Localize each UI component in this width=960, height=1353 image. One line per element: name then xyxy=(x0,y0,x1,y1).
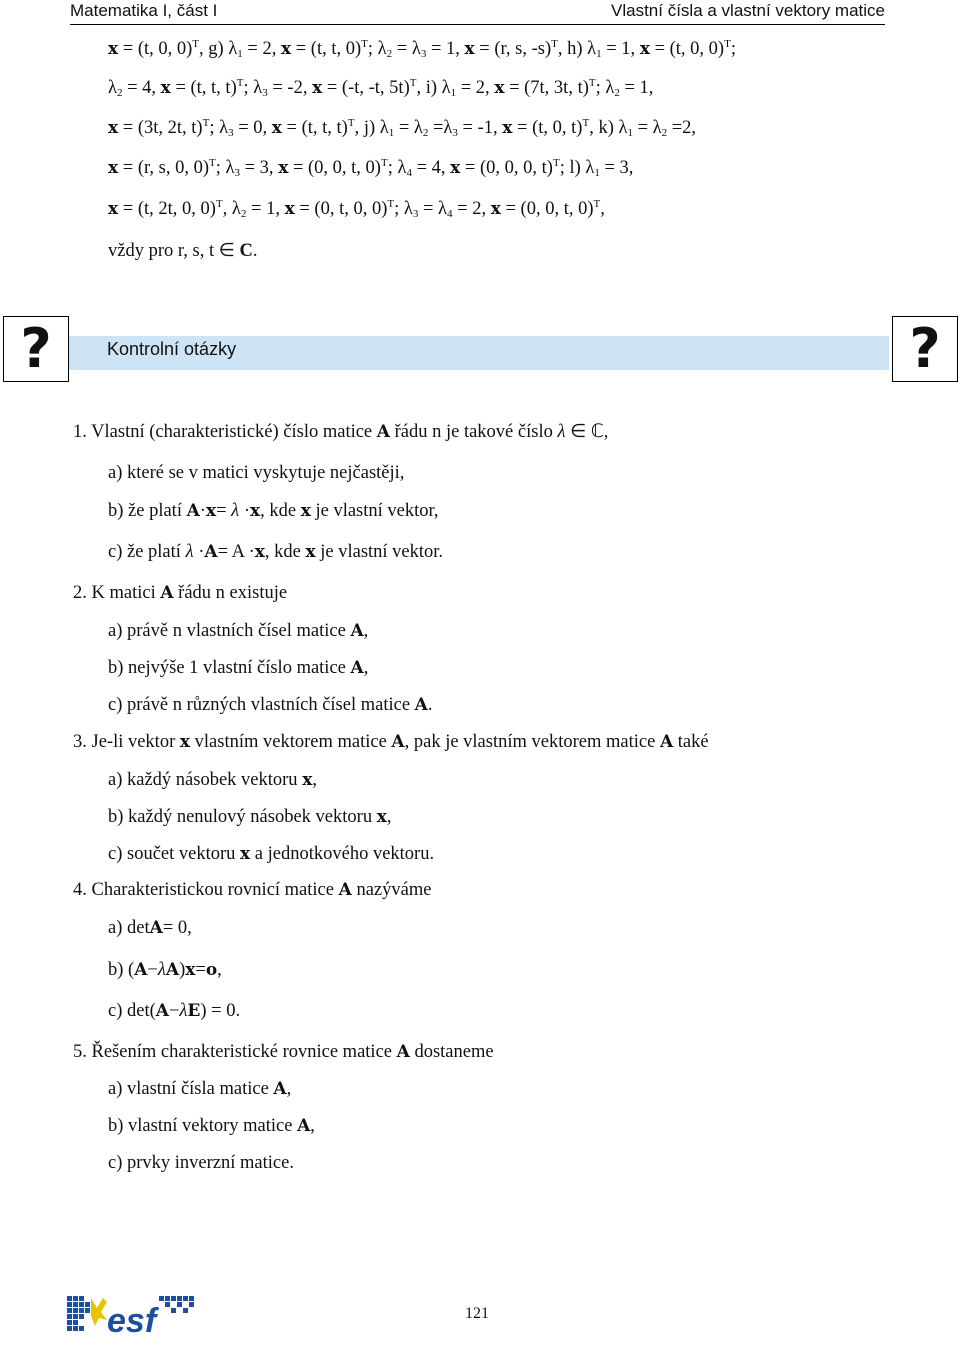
matrix-A: A xyxy=(149,918,163,938)
lambda-index: 3 xyxy=(228,127,234,139)
q1-text-mid: řádu n je takové číslo xyxy=(389,422,558,442)
q3c-end: a jednotkového vektoru. xyxy=(250,844,435,864)
answer-text: , i) λ xyxy=(416,78,451,98)
transpose-mark: T xyxy=(361,38,368,50)
answer-text: , h) λ xyxy=(557,39,597,59)
header-right: Vlastní čísla a vlastní vektory matice xyxy=(611,1,885,20)
matrix-A: A xyxy=(297,1116,311,1136)
answer-line-6 xyxy=(108,240,258,262)
answer-text: = 1, xyxy=(426,39,465,59)
complex-set-symbol: C xyxy=(239,241,253,261)
vector-x: x xyxy=(502,118,513,138)
question-2-option-c xyxy=(108,694,433,716)
answer-text: = (t, 0, 0) xyxy=(649,39,725,59)
transpose-mark: T xyxy=(347,117,355,129)
answer-text: = λ xyxy=(418,199,448,219)
answer-text: = (0, 0, t, 0) xyxy=(288,158,381,178)
answer-text: = (t, t, t) xyxy=(281,118,348,138)
q4c-text: c) det( xyxy=(108,1001,156,1021)
answer-text: ; λ xyxy=(387,158,407,178)
transpose-mark: T xyxy=(552,157,560,169)
answer-text: = (0, 0, t, 0) xyxy=(500,199,594,219)
q1-text-end: ∈ ℂ, xyxy=(565,422,609,442)
lambda-index: 2 xyxy=(240,208,247,220)
q1c-text: c) že platí xyxy=(108,542,186,562)
q4b-end: , xyxy=(217,960,222,980)
lambda-index: 3 xyxy=(412,208,419,220)
question-2-option-b xyxy=(108,657,368,679)
answer-text: , λ xyxy=(222,199,241,219)
lambda-symbol: λ xyxy=(231,501,240,521)
question-1 xyxy=(73,421,608,443)
transpose-mark: T xyxy=(551,38,558,50)
lambda-index: 1 xyxy=(388,127,395,139)
vector-x: x xyxy=(249,501,261,521)
matrix-A: A xyxy=(204,542,218,562)
vector-x: x xyxy=(108,199,119,219)
equals: = xyxy=(195,960,206,980)
answer-text: = λ xyxy=(394,118,423,138)
answer-text: = (r, s, 0, 0) xyxy=(118,158,210,178)
transpose-mark: T xyxy=(202,117,210,129)
lambda-index: 1 xyxy=(450,87,457,99)
section-title: Kontrolní otázky xyxy=(107,339,237,359)
vector-x: x xyxy=(271,118,282,138)
dot: · xyxy=(199,501,206,521)
vector-x: x xyxy=(300,501,311,521)
q2b-text: b) nejvýše 1 vlastní číslo matice xyxy=(108,658,351,678)
minus: − xyxy=(168,1001,180,1021)
answer-text: =2, xyxy=(667,118,697,138)
question-4-option-a xyxy=(108,917,192,939)
answer-text: ; xyxy=(730,39,736,59)
q3-text-end: také xyxy=(673,732,709,752)
answer-text: = (t, 0, t) xyxy=(512,118,583,138)
answer-text: ; λ xyxy=(394,199,413,219)
header-rule xyxy=(70,24,885,25)
q2a-end: , xyxy=(363,621,369,641)
q3-text-mid2: , pak je vlastním vektorem matice xyxy=(404,732,660,752)
esf-logo-text: esf xyxy=(107,1302,157,1336)
lambda-index: 4 xyxy=(406,167,412,179)
vector-x: x xyxy=(305,542,316,562)
q5-text-end: dostaneme xyxy=(409,1042,494,1062)
matrix-A: A xyxy=(376,422,390,442)
matrix-A: A xyxy=(186,501,200,521)
q5b-text: b) vlastní vektory matice xyxy=(108,1116,298,1136)
answer-text: =λ xyxy=(428,118,453,138)
vector-x: x xyxy=(494,78,505,98)
answer-text: = λ xyxy=(392,39,421,59)
vector-x: x xyxy=(179,732,191,752)
vector-x: x xyxy=(278,158,289,178)
transpose-mark: T xyxy=(380,157,388,169)
answer-text: , xyxy=(600,199,605,219)
answer-text: = (-t, -t, 5t) xyxy=(322,78,410,98)
q1-text: 1. Vlastní (charakteristické) číslo matice xyxy=(73,422,377,442)
lambda-index: 1 xyxy=(237,48,243,60)
answer-text: = (3t, 2t, t) xyxy=(118,118,203,138)
lambda-symbol: λ xyxy=(179,1001,188,1021)
q2-text-end: řádu n existuje xyxy=(173,583,288,603)
lambda-index: 3 xyxy=(234,167,240,179)
matrix-A: A xyxy=(396,1042,410,1062)
q2a-text: a) právě n vlastních čísel matice xyxy=(108,621,351,641)
question-5-option-c: c) prvky inverzní matice. xyxy=(108,1153,294,1173)
answer-text: = 1, xyxy=(601,39,640,59)
vector-x: x xyxy=(108,158,119,178)
matrix-A: A xyxy=(414,695,428,715)
matrix-A: A xyxy=(350,658,364,678)
question-2-option-a xyxy=(108,620,368,642)
q3-text: 3. Je-li vektor xyxy=(73,732,180,752)
answer-text: = (t, 2t, 0, 0) xyxy=(118,199,216,219)
equals: = A · xyxy=(217,542,255,562)
q4c-end: ) = 0. xyxy=(200,1001,241,1021)
matrix-A: A xyxy=(160,583,174,603)
lambda-index: 3 xyxy=(452,127,458,139)
matrix-A: A xyxy=(155,1001,169,1021)
lambda-index: 3 xyxy=(262,87,268,99)
matrix-A: A xyxy=(659,732,674,752)
transpose-mark: T xyxy=(236,77,244,89)
question-3-option-a xyxy=(108,769,317,791)
question-3-option-b xyxy=(108,806,391,828)
q4a-text: a) det xyxy=(108,918,150,938)
transpose-mark: T xyxy=(582,117,590,129)
question-2 xyxy=(73,582,287,604)
lambda-index: 2 xyxy=(614,87,620,99)
answer-text: = -2, xyxy=(267,78,313,98)
answer-text: ; λ xyxy=(243,78,263,98)
answer-line-3 xyxy=(108,117,696,139)
answer-text: = (t, 0, 0) xyxy=(118,39,193,59)
answer-text: = (r, s, -s) xyxy=(474,39,552,59)
answer-text: = (0, t, 0, 0) xyxy=(294,199,388,219)
vector-x: x xyxy=(312,78,323,98)
q3a-end: , xyxy=(312,770,317,790)
matrix-A: A xyxy=(134,960,148,980)
vector-x: x xyxy=(376,807,387,827)
answer-text: = 2, xyxy=(456,78,495,98)
q3c-text: c) součet vektoru xyxy=(108,844,241,864)
answer-line-6-end: . xyxy=(252,241,258,261)
dot: · xyxy=(193,542,205,562)
transpose-mark: T xyxy=(724,38,731,50)
matrix-A: A xyxy=(350,621,364,641)
transpose-mark: T xyxy=(215,198,223,210)
q2-text: 2. K matici xyxy=(73,583,161,603)
transpose-mark: T xyxy=(192,38,200,50)
lambda-index: 3 xyxy=(420,48,427,60)
question-5-option-a xyxy=(108,1078,291,1100)
q3a-text: a) každý násobek vektoru xyxy=(108,770,303,790)
question-4-option-b xyxy=(108,959,222,981)
q3b-text: b) každý nenulový násobek vektoru xyxy=(108,807,377,827)
minus: − xyxy=(147,960,158,980)
vector-x: x xyxy=(464,39,475,59)
question-3-option-c xyxy=(108,843,434,865)
q1b-text-end: je vlastní vektor, xyxy=(310,501,439,521)
question-mark-icon: ? xyxy=(3,316,69,382)
q1b-text-mid: , kde xyxy=(260,501,301,521)
answer-line-6-text: vždy pro r, s, t xyxy=(108,241,219,261)
answer-text: = (t, t, t) xyxy=(170,78,237,98)
element-of-symbol: ∈ xyxy=(218,241,235,261)
answer-text: = (7t, 3t, t) xyxy=(504,78,589,98)
vector-x: x xyxy=(160,78,171,98)
answer-line-4 xyxy=(108,157,633,179)
vector-x: x xyxy=(240,844,251,864)
lambda-symbol: λ xyxy=(157,960,166,980)
q5-text: 5. Řešením charakteristické rovnice matice xyxy=(73,1042,397,1062)
transpose-mark: T xyxy=(409,77,417,89)
vector-x: x xyxy=(280,39,292,59)
lambda-index: 2 xyxy=(386,48,393,60)
matrix-A: A xyxy=(273,1079,287,1099)
page-number: 121 xyxy=(465,1305,489,1322)
lambda-index: 1 xyxy=(594,167,600,179)
lambda-index: 2 xyxy=(116,87,123,99)
q5a-text: a) vlastní čísla matice xyxy=(108,1079,274,1099)
q3b-end: , xyxy=(386,807,392,827)
vector-x: x xyxy=(302,770,313,790)
q1b-text: b) že platí xyxy=(108,501,187,521)
question-1-option-b xyxy=(108,500,439,522)
q3-text-mid: vlastním vektorem matice xyxy=(190,732,392,752)
answer-text: = 3, xyxy=(599,158,634,178)
vector-x: x xyxy=(108,39,119,59)
vector-x: x xyxy=(490,199,501,219)
q4-text: 4. Charakteristickou rovnicí matice xyxy=(73,880,339,900)
answer-text: = -1, xyxy=(457,118,503,138)
question-4 xyxy=(73,879,431,901)
vector-x: x xyxy=(639,39,650,59)
q2b-end: , xyxy=(363,658,369,678)
transpose-mark: T xyxy=(593,198,601,210)
question-3 xyxy=(73,731,709,753)
question-1-option-c xyxy=(108,541,443,563)
question-5 xyxy=(73,1041,494,1063)
q5a-end: , xyxy=(286,1079,292,1099)
header-left: Matematika I, část I xyxy=(70,1,218,20)
answer-line-5 xyxy=(108,198,605,220)
answer-text: λ xyxy=(108,78,117,98)
esf-logo xyxy=(67,1296,202,1336)
transpose-mark: T xyxy=(387,198,395,210)
lambda-index: 2 xyxy=(422,127,429,139)
identity-matrix-E: E xyxy=(187,1001,201,1021)
vector-x: x xyxy=(185,960,196,980)
equals: = xyxy=(216,501,232,521)
dot: · xyxy=(239,501,250,521)
q4b-text: b) ( xyxy=(108,960,135,980)
lambda-index: 4 xyxy=(447,208,453,220)
answer-text: = 4, xyxy=(122,78,161,98)
q2c-end: . xyxy=(427,695,433,715)
q5b-end: , xyxy=(310,1116,315,1136)
answer-text: = 0, xyxy=(233,118,272,138)
transpose-mark: T xyxy=(209,157,216,169)
vector-x: x xyxy=(108,118,119,138)
answer-text: = 2, xyxy=(452,199,491,219)
answer-text: , g) λ xyxy=(199,39,238,59)
vector-x: x xyxy=(284,199,295,219)
transpose-mark: T xyxy=(588,77,596,89)
zero-vector: o xyxy=(205,960,218,980)
answer-text: ; λ xyxy=(595,78,615,98)
q2c-text: c) právě n různých vlastních čísel matice xyxy=(108,695,415,715)
answer-text: = 1, xyxy=(619,78,654,98)
answer-text: ; λ xyxy=(215,158,235,178)
answer-line-2 xyxy=(108,77,653,99)
question-mark-icon-right: ? xyxy=(892,316,958,382)
lambda-symbol: λ xyxy=(557,422,566,442)
answer-line-1 xyxy=(108,38,736,60)
answer-text: = λ xyxy=(632,118,662,138)
q1c-text-end: je vlastní vektor. xyxy=(315,542,444,562)
answer-text: = 1, xyxy=(246,199,285,219)
answer-text: = 3, xyxy=(240,158,279,178)
answer-text: = 4, xyxy=(411,158,451,178)
answer-text: = (t, t, 0) xyxy=(291,39,362,59)
q1c-text-mid: , kde xyxy=(264,542,306,562)
matrix-A: A xyxy=(391,732,405,752)
lambda-index: 1 xyxy=(627,127,633,139)
q4a-end: = 0, xyxy=(162,918,192,938)
question-5-option-b xyxy=(108,1115,315,1137)
matrix-A: A xyxy=(338,880,352,900)
vector-x: x xyxy=(450,158,461,178)
q4-text-end: nazýváme xyxy=(351,880,432,900)
question-1-option-a: a) které se v matici vyskytuje nejčastěji, xyxy=(108,463,405,483)
answer-text: = 2, xyxy=(242,39,281,59)
vector-x: x xyxy=(205,501,217,521)
answer-text: ; l) λ xyxy=(559,158,595,178)
lambda-index: 2 xyxy=(661,127,668,139)
answer-text: = (0, 0, 0, t) xyxy=(460,158,553,178)
answer-text: , j) λ xyxy=(354,118,389,138)
answer-text: , k) λ xyxy=(589,118,628,138)
matrix-A: A xyxy=(165,960,180,980)
answer-text: ; λ xyxy=(209,118,229,138)
question-4-option-c xyxy=(108,1000,240,1022)
vector-x: x xyxy=(254,542,265,562)
answer-text: ; λ xyxy=(367,39,387,59)
lambda-symbol: λ xyxy=(185,542,194,562)
page-header xyxy=(0,0,960,26)
lambda-index: 1 xyxy=(596,48,602,60)
paren: ) xyxy=(179,960,186,980)
